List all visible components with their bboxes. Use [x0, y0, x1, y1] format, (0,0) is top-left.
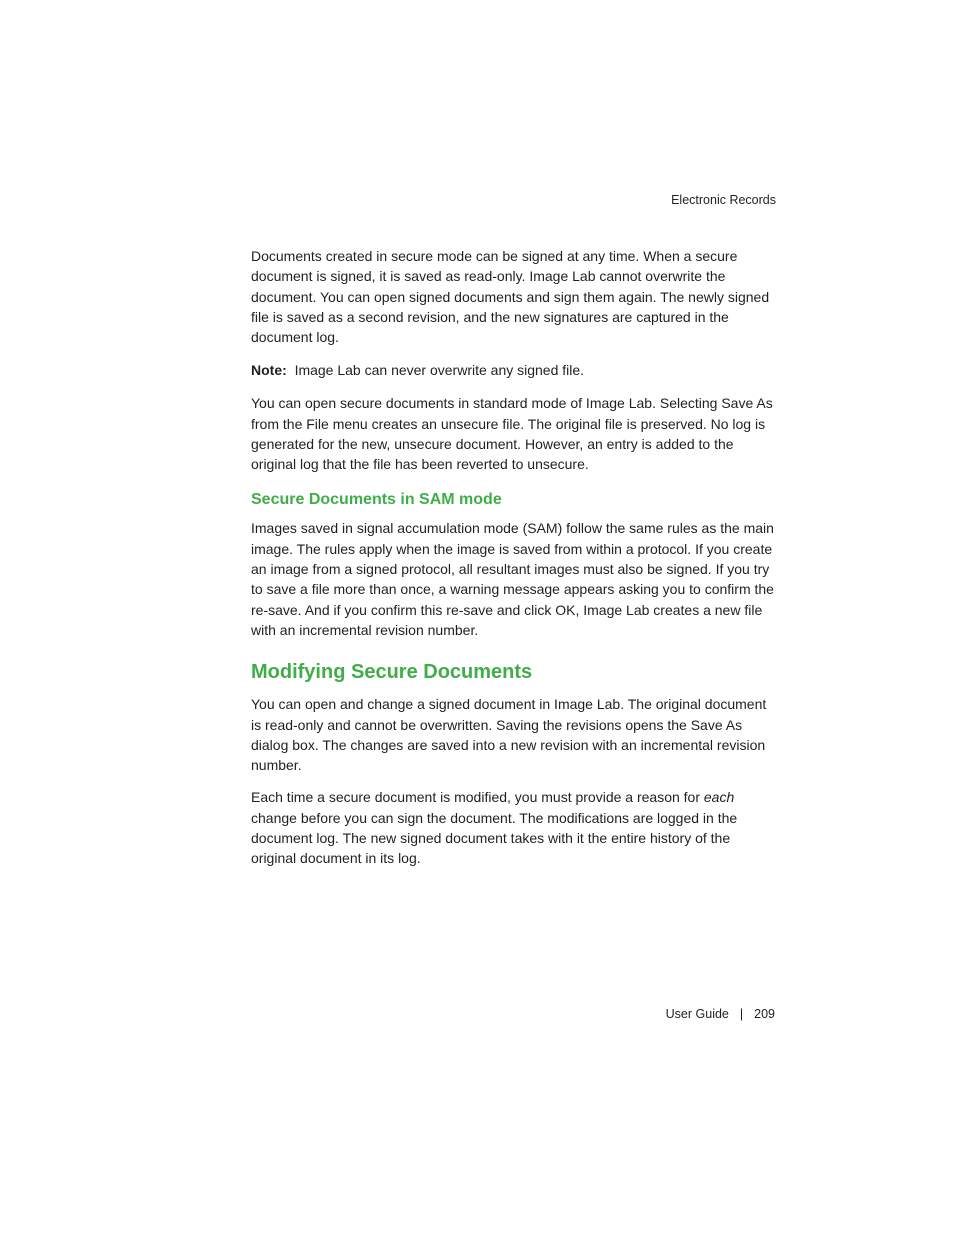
footer-separator: | — [739, 1007, 744, 1021]
section-heading: Modifying Secure Documents — [251, 661, 533, 684]
note-text: Image Lab can never overwrite any signed file. — [294, 362, 585, 379]
paragraph-sam-mode: Images saved in signal accumulation mode (SAM) follow the same rules as the main image. The rules apply when the image is saved from within a protocol. If you create an image from a signed protocol, all resultant images must also be signed. If you try to save a file more than once, a warning message appears asking you to confirm the re-save. And if you confirm this re-save and click OK, Image Lab creates a new file with an incremental revision number. — [251, 520, 774, 638]
paragraph-modify-signed: You can open and change a signed document in Image Lab. The original document is read-only and cannot be overwritten. Saving the revisions opens the Save As dialog box. The changes are saved into a new revision with an incremental revision number. — [251, 696, 767, 774]
note — [251, 360, 779, 380]
paragraph-standard-mode: You can open secure documents in standard mode of Image Lab. Selecting Save As from the File menu creates an unsecure file. The original file is preserved. No log is generated for the new, unsecure document. However, an entry is added to the original log that the file has been reverted to unsecure. — [251, 395, 773, 473]
subheading-sam-mode: Secure Documents in SAM mode — [251, 491, 502, 509]
note-label: Note: — [251, 362, 287, 379]
page-content — [251, 246, 779, 869]
paragraph-signed-documents: Documents created in secure mode can be signed at any time. When a secure document is signed, it is saved as read-only. Image Lab cannot overwrite the document. You can open signed documents and sign them again. The newly signed file is saved as a second revision, and the new signatures are captured in the document log. — [251, 248, 770, 346]
footer-guide-label: User Guide — [665, 1007, 729, 1021]
page-footer — [666, 1006, 775, 1022]
paragraph-modification-reason — [251, 787, 779, 868]
running-header: Electronic Records — [671, 193, 776, 207]
page-number: 209 — [754, 1007, 775, 1021]
paragraph-modification-reason-end: change before you can sign the document. The modifications are logged in the document log. The new signed document takes with it the entire history of the original document in its log. — [251, 809, 738, 867]
paragraph-modification-reason-start: Each time a secure document is modified, you must provide a reason for — [251, 789, 700, 806]
emphasis-each: each — [703, 789, 735, 806]
